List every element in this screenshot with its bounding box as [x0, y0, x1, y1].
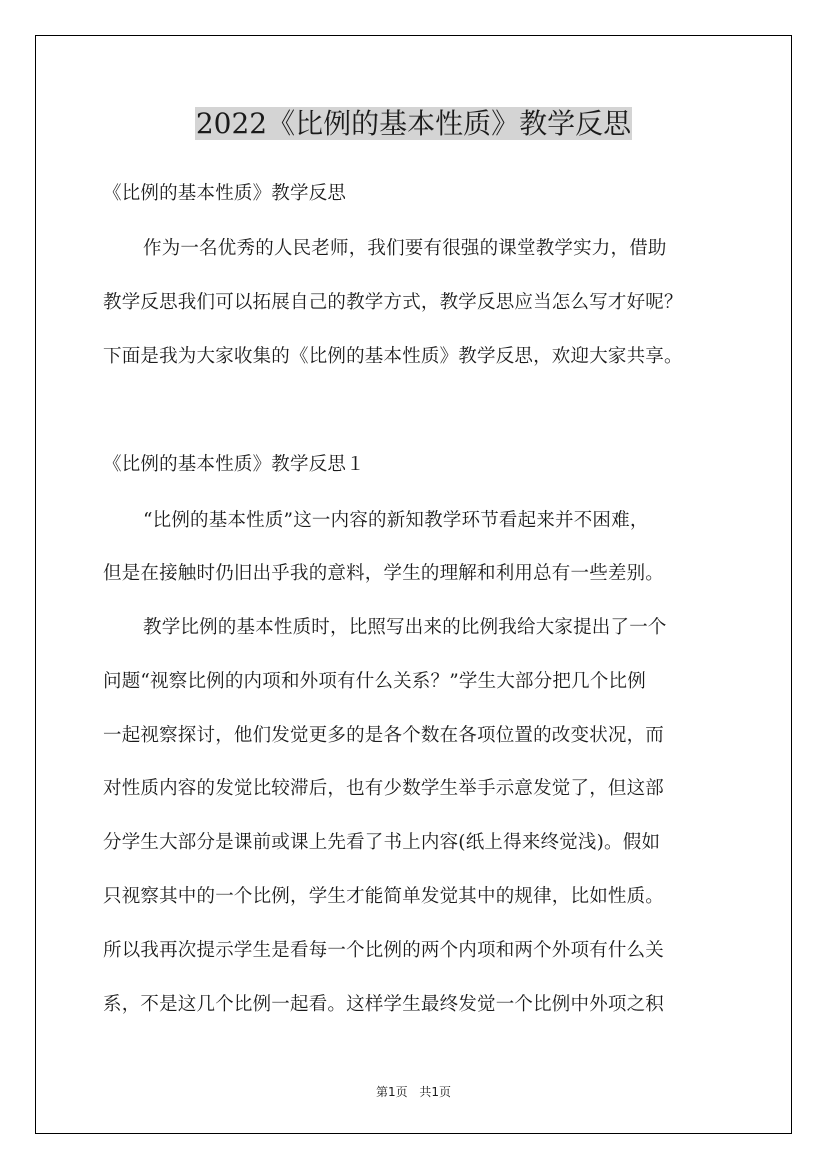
para2-line-2: 问题“视察比例的内项和外项有什么关系？”学生大部分把几个比例 [103, 671, 646, 692]
intro-line-2: 教学反思我们可以拓展自己的教学方式，教学反思应当怎么写才好呢？ [103, 292, 683, 313]
para2-line-5: 分学生大部分是课前或课上先看了书上内容(纸上得来终觉浅)。假如 [103, 832, 661, 853]
para2-line-8: 系，不是这几个比例一起看。这样学生最终发觉一个比例中外项之积 [103, 994, 665, 1015]
page-number: 第1页 [375, 1085, 408, 1099]
para1-line-1: “比例的基本性质”这一内容的新知教学环节看起来并不困难， [143, 510, 649, 531]
document-subtitle: 《比例的基本性质》教学反思 [103, 183, 347, 204]
para2-line-6: 只视察其中的一个比例，学生才能简单发觉其中的规律，比如性质。 [103, 886, 665, 907]
para2-line-7: 所以我再次提示学生是看每一个比例的两个内项和两个外项有什么关 [103, 940, 665, 961]
intro-line-3: 下面是我为大家收集的《比例的基本性质》教学反思，欢迎大家共享。 [103, 346, 683, 367]
page-total: 共1页 [419, 1085, 452, 1099]
para2-line-3: 一起视察探讨，他们发觉更多的是各个数在各项位置的改变状况，而 [103, 725, 665, 746]
para2-line-4: 对性质内容的发觉比较滞后，也有少数学生举手示意发觉了，但这部 [103, 778, 665, 799]
intro-line-1: 作为一名优秀的人民老师，我们要有很强的课堂教学实力，借助 [143, 238, 667, 259]
document-title: 2022《比例的基本性质》教学反思 [195, 107, 632, 140]
page-footer [0, 1084, 827, 1100]
para2-line-1: 教学比例的基本性质时，比照写出来的比例我给大家提出了一个 [143, 617, 667, 638]
section-heading: 《比例的基本性质》教学反思１ [103, 454, 365, 475]
para1-line-2: 但是在接触时仍旧出乎我的意料，学生的理解和利用总有一些差别。 [103, 563, 665, 584]
